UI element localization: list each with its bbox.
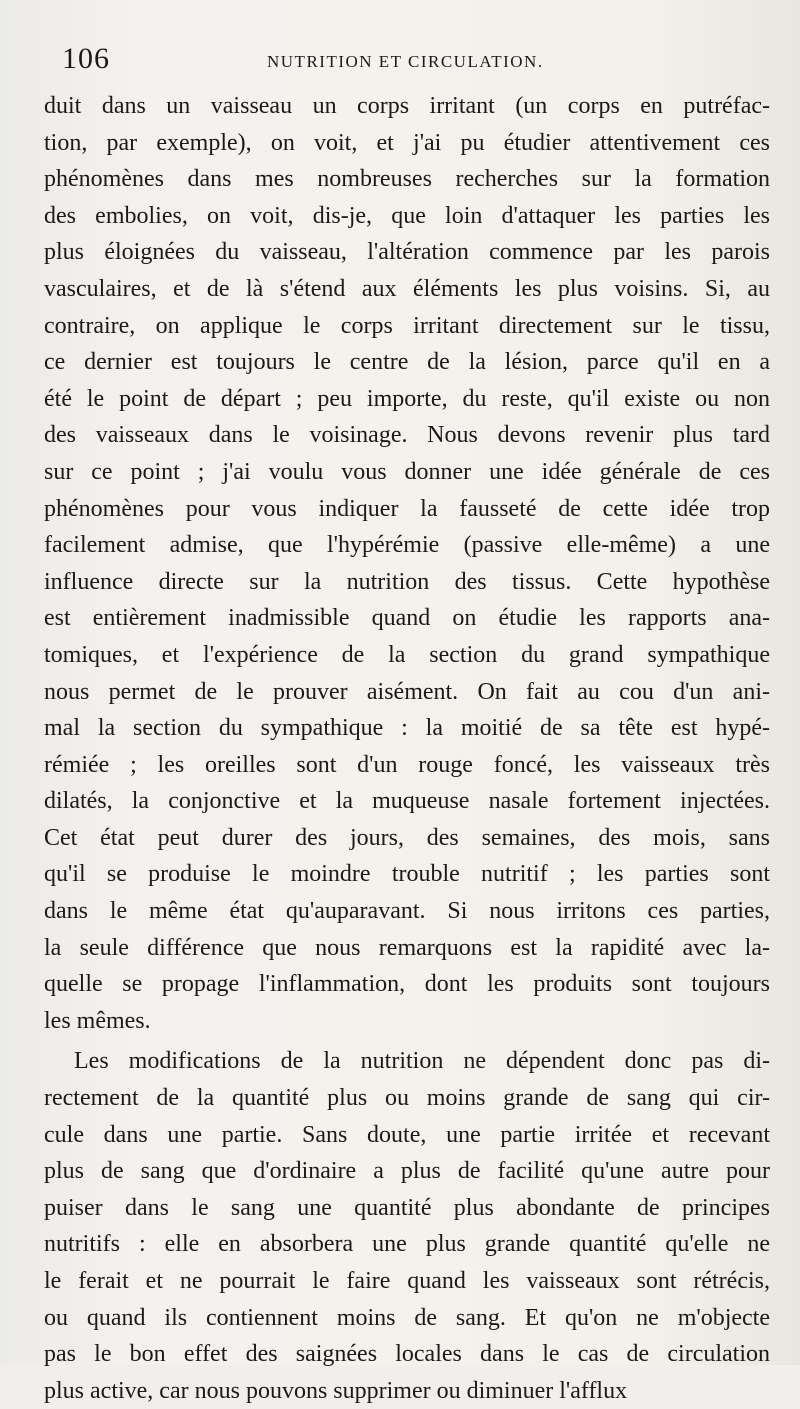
text-line: sur ce point ; j'ai voulu vous donner une idée générale de ces xyxy=(44,458,770,485)
text-line: cule dans une partie. Sans doute, une partie irritée et recevant xyxy=(44,1121,770,1148)
text-line: vasculaires, et de là s'étend aux éléments les plus voisins. Si, au xyxy=(44,275,770,302)
text-line: dilatés, la conjonctive et la muqueuse nasale fortement injectées. xyxy=(44,788,770,815)
text-line: Les modifications de la nutrition ne dépendent donc pas di- xyxy=(74,1048,770,1075)
text-line: été le point de départ ; peu importe, du reste, qu'il existe ou non xyxy=(44,385,770,412)
body-text xyxy=(44,88,770,1409)
text-line: ce dernier est toujours le centre de la lésion, parce qu'il en a xyxy=(44,349,770,376)
text-line: tion, par exemple), on voit, et j'ai pu étudier attentivement ces xyxy=(44,129,770,156)
text-line: rectement de la quantité plus ou moins grande de sang qui cir- xyxy=(44,1085,770,1112)
text-line: facilement admise, que l'hypérémie (passive elle-même) a une xyxy=(44,532,770,559)
paragraph xyxy=(44,1043,770,1409)
text-line: ou quand ils contiennent moins de sang. Et qu'on ne m'objecte xyxy=(44,1304,770,1331)
text-line: la seule différence que nous remarquons est la rapidité avec la- xyxy=(44,934,770,961)
text-line: pas le bon effet des saignées locales dans le cas de circulation xyxy=(44,1341,770,1368)
text-line: contraire, on applique le corps irritant directement sur le tissu, xyxy=(44,312,770,339)
page-header xyxy=(62,40,760,80)
text-line: dans le même état qu'auparavant. Si nous irritons ces parties, xyxy=(44,898,770,925)
text-line: phénomènes pour vous indiquer la fausseté de cette idée trop xyxy=(44,495,770,522)
text-line: phénomènes dans mes nombreuses recherches sur la formation xyxy=(44,166,770,193)
text-line: plus active, car nous pouvons supprimer ou diminuer l'afflux xyxy=(44,1377,628,1404)
text-line: duit dans un vaisseau un corps irritant (un corps en putréfac- xyxy=(44,93,770,119)
text-line: nutritifs : elle en absorbera une plus grande quantité qu'elle ne xyxy=(44,1231,770,1258)
text-line: plus éloignées du vaisseau, l'altération commence par les parois xyxy=(44,239,770,266)
text-line: tomiques, et l'expérience de la section du grand sympathique xyxy=(44,641,770,668)
page-number: 106 xyxy=(62,42,110,75)
text-line: puiser dans le sang une quantité plus abondante de principes xyxy=(44,1194,770,1221)
text-line: influence directe sur la nutrition des tissus. Cette hypothèse xyxy=(44,568,770,595)
text-line: des vaisseaux dans le voisinage. Nous devons revenir plus tard xyxy=(44,422,770,449)
text-line: le ferait et ne pourrait le faire quand les vaisseaux sont rétrécis, xyxy=(44,1268,770,1294)
text-line: rémiée ; les oreilles sont d'un rouge foncé, les vaisseaux très xyxy=(44,751,770,778)
text-line: plus de sang que d'ordinaire a plus de facilité qu'une autre pour xyxy=(44,1158,770,1185)
text-line: est entièrement inadmissible quand on étudie les rapports ana- xyxy=(44,605,770,632)
text-line: des embolies, on voit, dis-je, que loin d'attaquer les parties les xyxy=(44,202,770,229)
text-line: mal la section du sympathique : la moitié de sa tête est hypé- xyxy=(44,715,770,742)
text-line: quelle se propage l'inflammation, dont les produits sont toujours xyxy=(44,971,770,998)
text-line: nous permet de le prouver aisément. On fait au cou d'un ani- xyxy=(44,678,770,705)
text-line: les mêmes. xyxy=(44,1007,151,1034)
text-line: Cet état peut durer des jours, des semaines, des mois, sans xyxy=(44,824,770,851)
text-line: qu'il se produise le moindre trouble nutritif ; les parties sont xyxy=(44,861,770,888)
paragraph xyxy=(44,88,770,1039)
running-title: NUTRITION ET CIRCULATION. xyxy=(267,52,544,71)
